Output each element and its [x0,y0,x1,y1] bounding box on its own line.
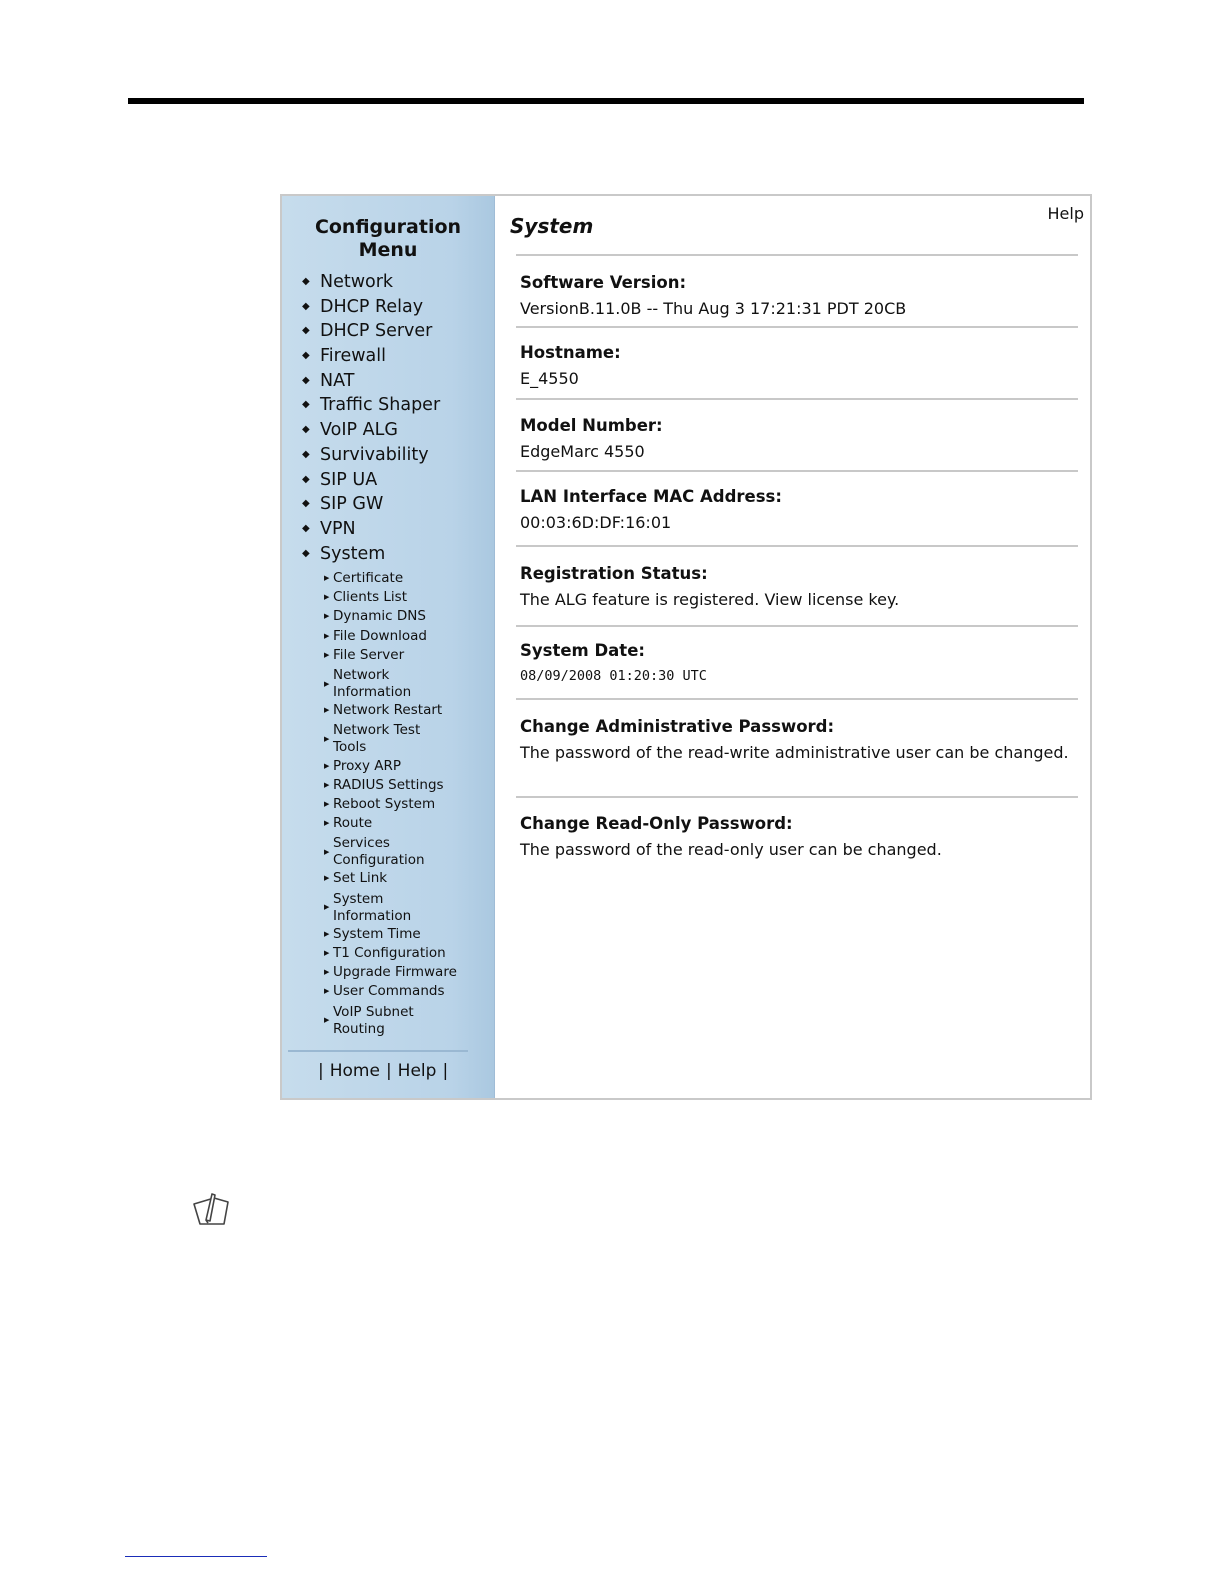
submenu-item-label: Network Restart [333,702,443,719]
submenu-item-clients-list[interactable] [324,589,457,608]
triangle-right-icon: ▶ [324,593,330,602]
hostname-label: Hostname: [520,343,621,362]
nav-item-dhcp-relay[interactable] [302,295,440,320]
triangle-right-icon: ▶ [324,987,330,996]
nav-item-label: System [320,543,386,564]
triangle-right-icon: ▶ [324,574,330,582]
section-divider [516,470,1078,472]
nav-item-firewall[interactable] [302,344,440,369]
nav-item-vpn[interactable] [302,517,440,542]
submenu-item-network-restart[interactable] [324,702,457,721]
hostname-value: E_4550 [520,369,579,388]
section-divider [516,326,1078,328]
configuration-window [280,194,1092,1100]
submenu-item-system-time[interactable] [324,926,457,945]
admin-password-label[interactable]: Change Administrative Password: [520,717,835,736]
nav-item-label: SIP GW [320,494,384,515]
nav-item-label: DHCP Server [320,321,433,342]
submenu-item-route[interactable] [324,815,457,834]
page-title: System [510,214,594,238]
triangle-right-icon: ▶ [324,1016,330,1025]
triangle-right-icon: ▶ [324,949,330,957]
triangle-right-icon: ▶ [324,650,330,659]
submenu-item-label: T1 Configuration [333,945,446,961]
registration-status-value [520,589,1080,610]
submenu-item-label: Set Link [333,870,388,887]
nav-item-sip-gw[interactable] [302,492,440,517]
sidebar-footer-links [312,1060,454,1082]
footer-separator: | [385,1061,392,1081]
system-date-value: 08/09/2008 01:20:30 UTC [520,668,707,684]
submenu-item-upgrade-firmware[interactable] [324,964,457,983]
menu-title-line1: Configuration [314,216,462,238]
model-number-value: EdgeMarc 4550 [520,442,645,461]
submenu-item-dynamic-dns[interactable] [324,608,457,627]
nav-item-dhcp-server[interactable] [302,319,440,344]
nav-item-label: NAT [320,370,355,391]
nav-item-label: Traffic Shaper [320,395,441,416]
admin-password-description: The password of the read-write administrative user can be changed. [520,743,1069,762]
triangle-right-icon: ▶ [324,612,330,621]
submenu-item-label: Route [333,815,373,832]
menu-title-line2: Menu [358,239,418,261]
readonly-password-label[interactable]: Change Read-Only Password: [520,814,793,833]
diamond-bullet-icon: ◆ [302,547,310,559]
system-submenu [324,570,457,1039]
submenu-item-label: Certificate [333,570,404,586]
lan-mac-value: 00:03:6D:DF:16:01 [520,513,672,532]
main-nav [302,270,440,566]
nav-item-label: Survivability [320,444,429,465]
section-divider [516,254,1078,256]
diamond-bullet-icon: ◆ [302,276,310,287]
submenu-item-label: Services Configuration [333,835,425,869]
submenu-item-label: Network Test Tools [333,722,421,756]
submenu-item-network-test-tools[interactable] [324,721,457,757]
diamond-bullet-icon: ◆ [302,350,310,362]
diamond-bullet-icon: ◆ [302,498,310,510]
submenu-item-network-information[interactable] [324,666,457,702]
section-divider [516,796,1078,798]
section-divider [516,545,1078,547]
diamond-bullet-icon: ◆ [302,374,310,386]
submenu-item-label: Dynamic DNS [333,608,426,625]
configuration-sidebar [282,196,495,1098]
registration-status-text: The ALG feature is registered. [520,590,760,609]
system-content-panel [494,196,1090,1098]
sidebar-divider [288,1050,468,1052]
software-version-value: VersionB.11.0B -- Thu Aug 3 17:21:31 PDT 20CB [520,299,907,318]
submenu-item-label: RADIUS Settings [333,776,444,793]
diamond-bullet-icon: ◆ [302,399,310,411]
section-divider [516,698,1078,700]
submenu-item-set-link[interactable] [324,870,457,889]
footer-help-link[interactable]: Help [397,1061,437,1081]
help-link[interactable]: Help [1047,204,1084,223]
nav-item-voip-alg[interactable] [302,418,440,443]
system-date-label: System Date: [520,641,645,660]
model-number-field [520,415,1080,462]
submenu-item-label: System Time [333,925,421,942]
submenu-item-label: Reboot System [333,795,436,812]
submenu-item-reboot-system[interactable] [324,796,457,815]
lan-mac-label: LAN Interface MAC Address: [520,487,782,506]
submenu-item-file-server[interactable] [324,647,457,666]
lan-mac-field [520,486,1080,533]
software-version-field [520,272,1080,319]
footer-home-link[interactable]: Home [329,1061,380,1081]
triangle-right-icon: ▶ [324,819,330,828]
nav-item-nat[interactable] [302,369,440,394]
triangle-right-icon: ▶ [324,706,330,715]
triangle-right-icon: ▶ [324,679,330,688]
triangle-right-icon: ▶ [324,631,330,640]
triangle-right-icon: ▶ [324,799,330,808]
nav-item-sip-ua[interactable] [302,468,440,493]
diamond-bullet-icon: ◆ [302,473,310,485]
nav-item-network[interactable] [302,270,440,295]
submenu-item-services-configuration[interactable] [324,834,457,870]
footer-separator: | [318,1061,324,1081]
software-version-label: Software Version: [520,273,687,292]
footer-separator: | [442,1061,449,1081]
nav-item-label: Firewall [320,346,386,367]
readonly-password-field [520,813,1080,860]
registration-status-label: Registration Status: [520,564,708,583]
submenu-item-label: Clients List [333,589,408,606]
triangle-right-icon: ▶ [324,903,330,912]
submenu-item-proxy-arp[interactable] [324,758,457,777]
submenu-item-certificate[interactable] [324,570,457,589]
submenu-item-label: VoIP Subnet Routing [333,1003,414,1037]
triangle-right-icon: ▶ [324,734,330,743]
submenu-item-label: Proxy ARP [333,757,402,774]
diamond-bullet-icon: ◆ [302,325,310,337]
triangle-right-icon: ▶ [324,874,330,883]
submenu-item-label: Network Information [333,667,412,701]
nav-item-label: SIP UA [320,469,378,490]
registration-status-field [520,563,1080,610]
hostname-field [520,342,1080,389]
note-pencil-icon [190,1190,232,1228]
submenu-item-user-commands[interactable] [324,983,457,1002]
page-bottom-rule [125,1556,267,1557]
diamond-bullet-icon: ◆ [302,448,310,460]
submenu-item-label: File Download [333,627,427,644]
submenu-item-radius-settings[interactable] [324,777,457,796]
triangle-right-icon: ▶ [324,761,330,770]
view-license-key-link[interactable]: View license key. [764,590,900,609]
nav-item-label: VoIP ALG [320,420,398,441]
submenu-item-label: User Commands [333,983,445,1000]
diamond-bullet-icon: ◆ [302,300,310,312]
readonly-password-description: The password of the read-only user can be changed. [520,840,942,859]
triangle-right-icon: ▶ [324,968,330,977]
submenu-item-file-download[interactable] [324,628,457,647]
section-divider [516,625,1078,627]
nav-item-traffic-shaper[interactable] [302,393,440,418]
triangle-right-icon: ▶ [324,847,330,856]
triangle-right-icon: ▶ [324,780,330,789]
submenu-item-t1-configuration[interactable] [324,945,457,964]
admin-password-field [520,716,1080,763]
submenu-item-system-information[interactable] [324,890,457,926]
nav-item-survivability[interactable] [302,443,440,468]
nav-item-label: Network [320,272,394,292]
nav-item-system[interactable] [302,542,440,567]
section-divider [516,398,1078,400]
submenu-item-voip-subnet-routing[interactable] [324,1003,457,1039]
triangle-right-icon: ▶ [324,929,330,938]
diamond-bullet-icon: ◆ [302,424,310,436]
submenu-item-label: System Information [333,890,412,924]
submenu-item-label: Upgrade Firmware [333,964,457,981]
model-number-label: Model Number: [520,416,663,435]
page-top-rule [128,98,1084,104]
submenu-item-label: File Server [333,646,405,663]
menu-title [282,216,494,262]
system-date-field [520,640,1080,687]
nav-item-label: DHCP Relay [320,296,424,317]
nav-item-label: VPN [320,518,356,539]
diamond-bullet-icon: ◆ [302,522,310,534]
